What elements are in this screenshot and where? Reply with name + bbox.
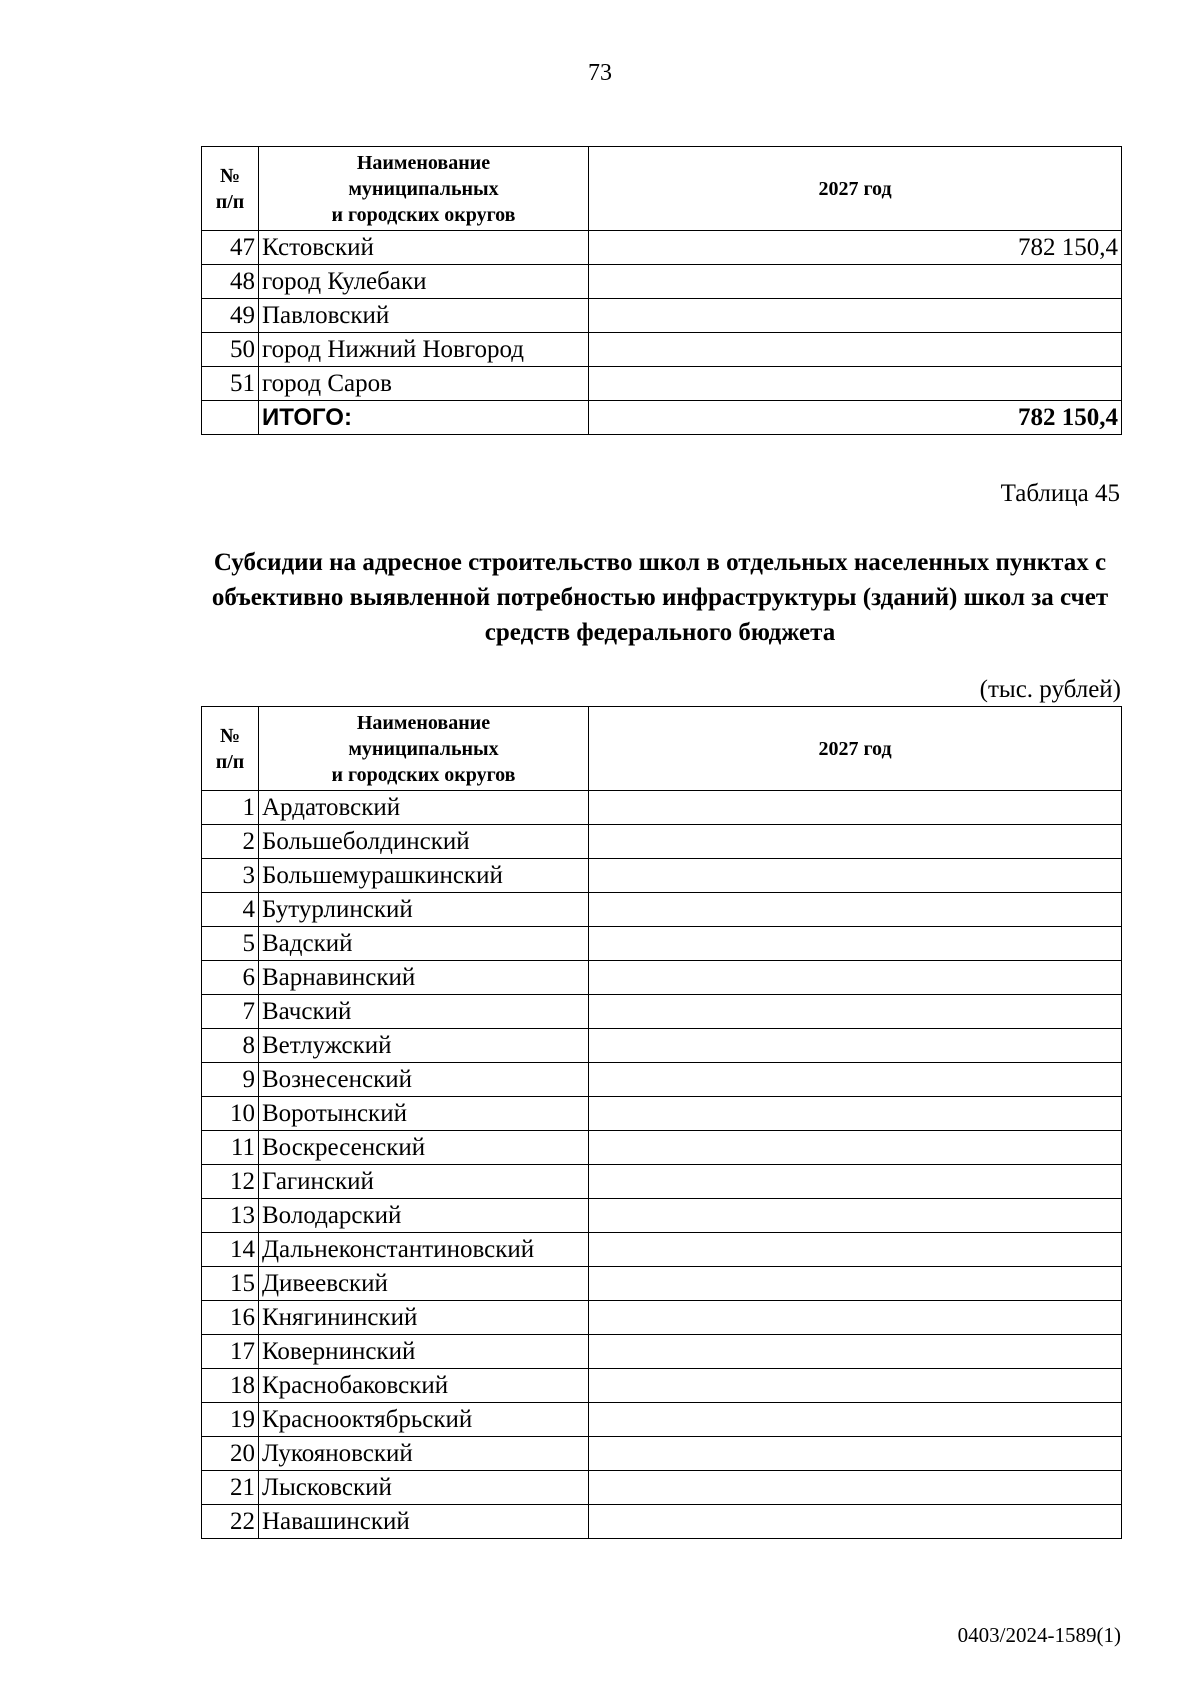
row-name: Вадский bbox=[259, 927, 589, 961]
row-name: Дивеевский bbox=[259, 1267, 589, 1301]
row-name: Большемурашкинский bbox=[259, 859, 589, 893]
row-name: Лукояновский bbox=[259, 1437, 589, 1471]
row-name: Навашинский bbox=[259, 1505, 589, 1539]
table-row bbox=[202, 1403, 1122, 1437]
row-number: 15 bbox=[202, 1267, 259, 1301]
table-row bbox=[202, 893, 1122, 927]
row-value bbox=[589, 1063, 1122, 1097]
table-row bbox=[202, 1029, 1122, 1063]
total-label: ИТОГО: bbox=[259, 401, 589, 435]
row-value bbox=[589, 1131, 1122, 1165]
row-number: 2 bbox=[202, 825, 259, 859]
row-name: Ардатовский bbox=[259, 791, 589, 825]
row-value bbox=[589, 791, 1122, 825]
row-name: Ковернинский bbox=[259, 1335, 589, 1369]
row-name: Воротынский bbox=[259, 1097, 589, 1131]
table-row bbox=[202, 859, 1122, 893]
row-name: Большеболдинский bbox=[259, 825, 589, 859]
table-row bbox=[202, 995, 1122, 1029]
row-value bbox=[589, 1199, 1122, 1233]
table-row bbox=[202, 231, 1122, 265]
table-row bbox=[202, 1199, 1122, 1233]
row-name: город Саров bbox=[259, 367, 589, 401]
row-value: 782 150,4 bbox=[589, 231, 1122, 265]
row-number: 14 bbox=[202, 1233, 259, 1267]
row-number: 6 bbox=[202, 961, 259, 995]
header-name: Наименование муниципальных и городских округов bbox=[259, 147, 589, 231]
table-row bbox=[202, 825, 1122, 859]
row-value bbox=[589, 1369, 1122, 1403]
row-number: 49 bbox=[202, 299, 259, 333]
page-number: 73 bbox=[588, 60, 612, 86]
header-num: № п/п bbox=[202, 147, 259, 231]
row-number: 50 bbox=[202, 333, 259, 367]
table-row bbox=[202, 333, 1122, 367]
row-name: Володарский bbox=[259, 1199, 589, 1233]
header-name: Наименование муниципальных и городских округов bbox=[259, 707, 589, 791]
row-number: 3 bbox=[202, 859, 259, 893]
table-row bbox=[202, 1063, 1122, 1097]
total-row bbox=[202, 401, 1122, 435]
table-row bbox=[202, 1267, 1122, 1301]
row-value bbox=[589, 1233, 1122, 1267]
row-name: город Нижний Новгород bbox=[259, 333, 589, 367]
row-value bbox=[589, 1029, 1122, 1063]
row-value bbox=[589, 893, 1122, 927]
table-45 bbox=[201, 706, 1122, 1539]
row-value bbox=[589, 265, 1122, 299]
row-number: 8 bbox=[202, 1029, 259, 1063]
row-name: Дальнеконстантиновский bbox=[259, 1233, 589, 1267]
row-value bbox=[589, 1097, 1122, 1131]
table-header-row bbox=[202, 707, 1122, 791]
row-number: 13 bbox=[202, 1199, 259, 1233]
row-number: 5 bbox=[202, 927, 259, 961]
row-name: Кстовский bbox=[259, 231, 589, 265]
units-label: (тыс. рублей) bbox=[979, 676, 1121, 703]
row-value bbox=[589, 1403, 1122, 1437]
row-number: 51 bbox=[202, 367, 259, 401]
row-name: Вачский bbox=[259, 995, 589, 1029]
row-value bbox=[589, 995, 1122, 1029]
row-value bbox=[589, 1471, 1122, 1505]
row-name: Гагинский bbox=[259, 1165, 589, 1199]
table-row bbox=[202, 1335, 1122, 1369]
row-number: 1 bbox=[202, 791, 259, 825]
table-row bbox=[202, 1131, 1122, 1165]
row-value bbox=[589, 825, 1122, 859]
row-number: 17 bbox=[202, 1335, 259, 1369]
row-number: 7 bbox=[202, 995, 259, 1029]
row-name: Лысковский bbox=[259, 1471, 589, 1505]
row-name: Краснобаковский bbox=[259, 1369, 589, 1403]
row-name: Воскресенский bbox=[259, 1131, 589, 1165]
row-number: 47 bbox=[202, 231, 259, 265]
row-name: Ветлужский bbox=[259, 1029, 589, 1063]
table-row bbox=[202, 1233, 1122, 1267]
row-number: 16 bbox=[202, 1301, 259, 1335]
table-row bbox=[202, 1097, 1122, 1131]
table-row bbox=[202, 1301, 1122, 1335]
document-code: 0403/2024-1589(1) bbox=[957, 1623, 1121, 1647]
row-value bbox=[589, 1335, 1122, 1369]
row-name: Бутурлинский bbox=[259, 893, 589, 927]
header-year: 2027 год bbox=[589, 707, 1122, 791]
table-row bbox=[202, 1471, 1122, 1505]
total-value: 782 150,4 bbox=[589, 401, 1122, 435]
row-number: 18 bbox=[202, 1369, 259, 1403]
header-num: № п/п bbox=[202, 707, 259, 791]
row-name: Краснооктябрьский bbox=[259, 1403, 589, 1437]
table-row bbox=[202, 299, 1122, 333]
table-row bbox=[202, 1505, 1122, 1539]
table-row bbox=[202, 791, 1122, 825]
table-caption: Таблица 45 bbox=[1000, 480, 1120, 507]
row-name: Варнавинский bbox=[259, 961, 589, 995]
row-value bbox=[589, 1301, 1122, 1335]
table-row bbox=[202, 1165, 1122, 1199]
row-number: 22 bbox=[202, 1505, 259, 1539]
row-value bbox=[589, 961, 1122, 995]
row-name: Павловский bbox=[259, 299, 589, 333]
row-number: 12 bbox=[202, 1165, 259, 1199]
table-continuation bbox=[201, 146, 1122, 435]
row-number: 4 bbox=[202, 893, 259, 927]
table-header-row bbox=[202, 147, 1122, 231]
row-number: 48 bbox=[202, 265, 259, 299]
table-row bbox=[202, 367, 1122, 401]
row-value bbox=[589, 927, 1122, 961]
row-value bbox=[589, 333, 1122, 367]
row-number: 21 bbox=[202, 1471, 259, 1505]
row-name: город Кулебаки bbox=[259, 265, 589, 299]
row-value bbox=[589, 1505, 1122, 1539]
row-value bbox=[589, 859, 1122, 893]
table-row bbox=[202, 1369, 1122, 1403]
table-row bbox=[202, 927, 1122, 961]
row-number: 20 bbox=[202, 1437, 259, 1471]
row-number: 11 bbox=[202, 1131, 259, 1165]
header-year: 2027 год bbox=[589, 147, 1122, 231]
row-name: Княгининский bbox=[259, 1301, 589, 1335]
row-name: Вознесенский bbox=[259, 1063, 589, 1097]
table-row bbox=[202, 961, 1122, 995]
table-row bbox=[202, 265, 1122, 299]
row-number: 10 bbox=[202, 1097, 259, 1131]
row-value bbox=[589, 1165, 1122, 1199]
row-value bbox=[589, 299, 1122, 333]
row-value bbox=[589, 1267, 1122, 1301]
table-row bbox=[202, 1437, 1122, 1471]
row-value bbox=[589, 1437, 1122, 1471]
row-value bbox=[589, 367, 1122, 401]
table-title: Субсидии на адресное строительство школ в отдельных населенных пунктах с объективно выявленной потребностью инфраструктуры (зданий) школ за счет средств федерального бюджета bbox=[211, 549, 1109, 646]
row-number: 9 bbox=[202, 1063, 259, 1097]
row-number: 19 bbox=[202, 1403, 259, 1437]
